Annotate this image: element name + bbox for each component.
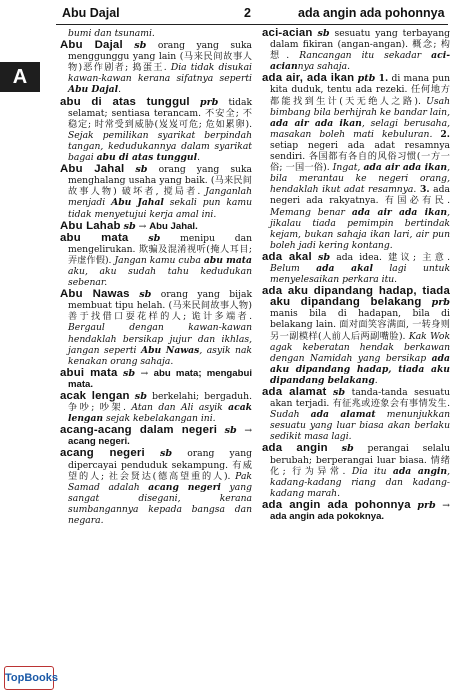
example: , selagi berusaha, masakan boleh mati kebuluran. — [270, 117, 450, 140]
definition: ada idea. 建议; 主意. — [336, 251, 451, 263]
part-of-speech: prb — [431, 297, 450, 309]
cross-reference: abu mata; mengabui mata. — [68, 367, 253, 390]
example-keyword: abu mata — [203, 254, 253, 266]
headword: acang negeri — [60, 447, 145, 460]
example: Memang benar — [270, 206, 345, 218]
example: Kak Wok agak keberatan hendak berkawan dengan Namidah yang bersikap — [270, 330, 451, 364]
part-of-speech: sb — [123, 220, 136, 232]
example: Jangan kamu cuba — [114, 254, 201, 266]
left-column — [60, 28, 252, 527]
definition: manis bila di hadapan, bila di belakang lain. 面对面笑容满面, 一转身则另一副模样(人前人后两副嘴脸). — [270, 308, 450, 342]
headword: abu di atas tunggul — [60, 95, 190, 108]
part-of-speech: sb — [317, 251, 331, 263]
example-keyword: acak lengan — [68, 402, 253, 425]
example: Belum — [270, 262, 300, 274]
dictionary-entry — [262, 252, 450, 285]
example: lagi untuk menyelesaikan perkara itu. — [270, 262, 451, 286]
example: Dia itu — [351, 465, 387, 477]
definition: ada negeri ada rakyatnya. 有国必有民. — [270, 184, 451, 207]
example-keyword: ada air ada ikan — [363, 162, 448, 174]
example-keyword: ada angin — [392, 465, 448, 477]
definition: setiap negeri ada adat resamnya sendiri. 各国都有各自的风俗习惯(一方一俗; 一国一俗). — [270, 139, 450, 174]
arrow-icon: → — [442, 499, 450, 511]
definition: orang yang dipercayai penduduk sekampung. 有威望的人; 社会贤达(德高望重的人). — [68, 448, 253, 482]
definition: tanda-tanda sesuatu akan terjadi. 有征兆或迹象会有事情发生. — [270, 387, 451, 410]
example-keyword: aci-acian — [270, 50, 451, 73]
dictionary-entry — [60, 448, 252, 526]
continuation-text: bumi dan tsunami. — [68, 28, 155, 39]
example: aku, aku sudah tahu kedudukan sebenar. — [68, 265, 252, 289]
page-number: 2 — [244, 6, 251, 20]
publisher-logo: TopBooks — [4, 666, 54, 690]
part-of-speech: ptb — [357, 73, 376, 85]
example: , asyik nak kenakan orang sahaja. — [68, 344, 252, 367]
example: nya sahaja. — [297, 61, 351, 73]
dictionary-entry — [60, 368, 252, 390]
headword: Abu Nawas — [60, 288, 130, 301]
dictionary-entry — [262, 387, 450, 442]
dictionary-entry — [60, 221, 252, 232]
dictionary-entry — [60, 40, 252, 95]
sense-number: 3. — [419, 184, 430, 196]
headword: ada alamat — [262, 386, 327, 398]
example-keyword: Abu Nawas — [140, 344, 200, 356]
definition: di mana pun kita duduk, tentu ada rezeki. 任何地方都能找到生计(天无绝人之路). — [270, 73, 451, 107]
example: Sudah — [270, 409, 300, 421]
example-keyword: ada alamat — [310, 409, 376, 421]
example: sekali pun kamu tidak menyetujui kerja amal ini. — [68, 197, 252, 220]
part-of-speech: sb — [134, 40, 147, 52]
definition: menipu dan mengelirukan. 欺骗及混淆视听(掩人耳目; 弄虚作假). — [68, 232, 252, 266]
part-of-speech: sb — [134, 391, 147, 402]
example: . — [118, 84, 122, 96]
headword: abui mata — [60, 366, 118, 379]
example: Pak Samad adalah — [68, 470, 252, 493]
example: Rancangan itu sekadar — [299, 50, 422, 62]
example: yang sangat disegani, kerana sumbangannya kepada bangsa dan negara. — [68, 481, 252, 527]
header-guide-word-right: ada angin ada pohonnya — [298, 6, 445, 20]
dictionary-entry — [262, 443, 450, 498]
header-guide-word-left: Abu Dajal — [62, 6, 120, 20]
example: Atan dan Ali asyik — [131, 402, 223, 414]
example: menunjukkan sesuatu yang luar biasa akan berlaku sedikit masa lagi. — [270, 409, 450, 443]
headword: abu mata — [60, 231, 129, 244]
dictionary-entry — [262, 500, 450, 522]
example: Ingat, — [332, 162, 361, 174]
example: . — [197, 152, 201, 164]
arrow-icon: → — [244, 425, 253, 437]
example-keyword: ada air ada ikan — [270, 117, 362, 129]
headword: ada akal — [262, 250, 312, 263]
example-keyword: abu di atas tunggul — [96, 152, 198, 164]
part-of-speech: sb — [341, 443, 354, 455]
example-keyword: Abu Jahal — [111, 197, 164, 209]
example: , bila merantau ke negeri orang, hendaklah ikut adat resamnya. — [270, 162, 451, 196]
headword: acang-acang dalam negeri — [60, 424, 218, 437]
example-keyword: Abu Dajal — [68, 84, 119, 96]
example-keyword: ada aku dipandang hadap, tiada aku dipandang belakang — [270, 352, 450, 386]
headword: ada angin ada pohonnya — [262, 498, 411, 511]
example: . — [374, 374, 378, 386]
header-rule — [56, 24, 448, 25]
headword: Abu Lahab — [60, 219, 121, 232]
dictionary-entry — [60, 233, 252, 288]
example: Usah bimbang bila berhijrah ke bandar lain, — [270, 95, 451, 118]
part-of-speech: sb — [160, 448, 173, 460]
dictionary-entry — [60, 391, 252, 424]
definition: orang yang bijak membuat tipu helah. (马来民间故事人物) 善于找借口耍花样的人; 诡计多端者. — [68, 289, 253, 323]
example: Bergaul dengan kawan-kawan hendaklah bersikap jujur dan ikhlas, jangan seperti — [68, 322, 252, 356]
example: Sejak pemilikan syarikat berpindah tangan, kedudukannya dalam syarikat bagai — [68, 129, 252, 164]
headword: ada air, ada ikan — [262, 72, 355, 85]
example: , jikalau tiada pemimpin bertindak kejam, bukan sahaja ikan lari, air pun boleh jadi kering kontang. — [270, 206, 451, 251]
example: sejak kebelakangan ini. — [106, 413, 216, 425]
example-keyword: ada air ada ikan — [351, 206, 448, 218]
part-of-speech: sb — [333, 387, 346, 398]
dictionary-entry — [60, 425, 252, 447]
dictionary-entry — [262, 73, 450, 251]
dictionary-entry — [262, 286, 450, 386]
part-of-speech: prb — [199, 96, 219, 108]
definition: orang yang suka menggunggu yang lain (马来民间故事人物)恶作剧者; 捣蛋王. — [68, 40, 253, 74]
definition: orang yang suka menghalang usaha yang baik. (马来民间故事人物) 破坏者, 搅局者. — [68, 164, 252, 198]
part-of-speech: sb — [317, 28, 330, 39]
headword: ada angin — [262, 442, 328, 455]
sense-number: 1. — [378, 73, 389, 85]
dictionary-entry — [60, 164, 252, 219]
headword: aci-acian — [262, 27, 313, 39]
example-keyword: ada akal — [316, 262, 373, 274]
right-column — [262, 28, 450, 523]
example: Dia tidak disukai kawan-kawan kerana sifatnya seperti — [68, 62, 252, 85]
example-keyword: acang negeri — [148, 481, 221, 493]
example: , kadang-kadang riang dan kadang-kadang marah. — [270, 465, 451, 499]
dictionary-entry — [60, 97, 252, 164]
dictionary-entry — [60, 289, 252, 367]
definition: tidak selamat; sentiasa terancam. 不安全; 不稳定; 时常受到威胁(岌岌可危; 危如累卵). — [68, 96, 253, 130]
cross-reference: Abu Jahal. — [149, 220, 198, 232]
part-of-speech: sb — [135, 164, 148, 176]
part-of-speech: prb — [417, 499, 436, 511]
dictionary-entry — [262, 28, 450, 72]
cross-reference: acang negeri. — [68, 436, 130, 448]
headword: ada aku dipandang hadap, tiada aku dipandang belakang — [262, 285, 450, 309]
definition: sesuatu yang terbayang dalam fikiran (angan-angan). 概念; 构想. — [270, 28, 451, 62]
headword: Abu Jahal — [60, 163, 125, 176]
part-of-speech: sb — [224, 425, 237, 437]
cross-reference: ada angin ada pokoknya. — [270, 511, 385, 523]
letter-tab: A — [0, 62, 40, 92]
part-of-speech: sb — [148, 232, 161, 244]
headword: Abu Dajal — [60, 39, 123, 52]
headword: acak lengan — [60, 390, 130, 402]
arrow-icon: → — [138, 220, 147, 232]
sense-number: 2. — [440, 128, 450, 140]
part-of-speech: sb — [122, 367, 136, 379]
arrow-icon: → — [140, 367, 149, 379]
definition: perangai selalu berubah; berperangai luar biasa. 情绪化; 行为异常. — [270, 443, 451, 477]
definition: berkelahi; bergaduh. 争吵; 吵架. — [68, 391, 252, 414]
part-of-speech: sb — [139, 289, 152, 301]
example: Janganlah menjadi — [68, 186, 252, 209]
